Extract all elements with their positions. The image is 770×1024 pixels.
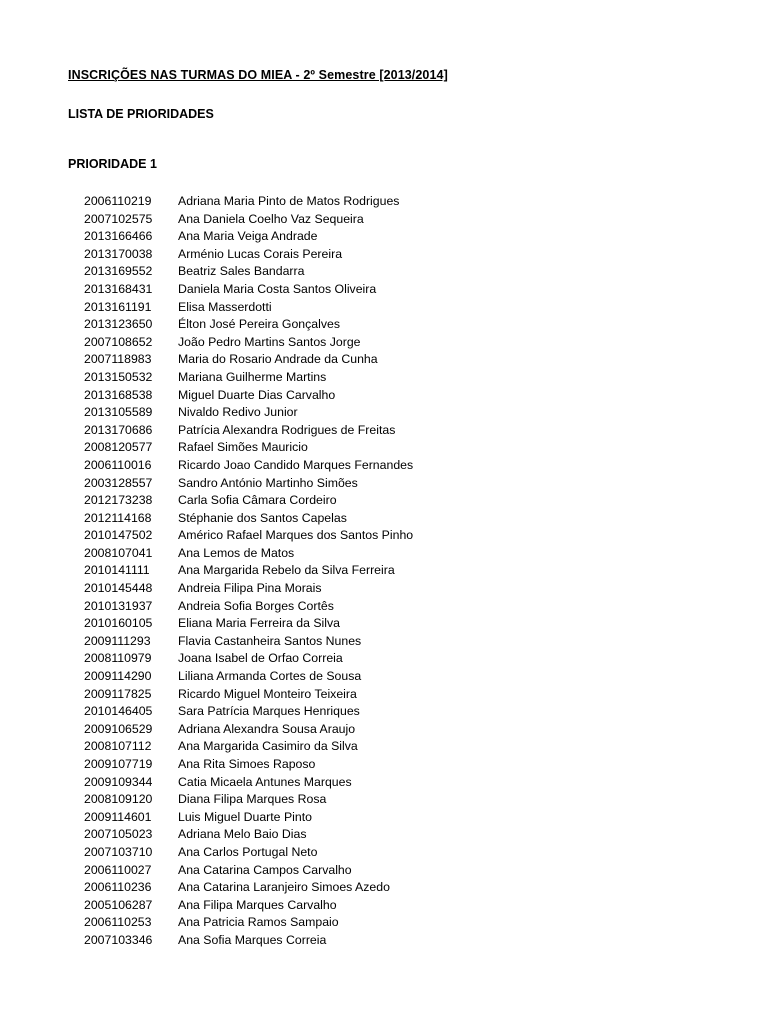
student-name: Nivaldo Redivo Junior (178, 405, 298, 420)
student-name: Ana Rita Simoes Raposo (178, 757, 316, 771)
student-name: Ana Patricia Ramos Sampaio (178, 915, 339, 930)
student-number: 2010147502 (84, 528, 153, 543)
student-number: 2013170038 (84, 246, 153, 261)
student-name: Ana Lemos de Matos (178, 545, 295, 560)
student-number: 2013123650 (84, 317, 153, 332)
table-row (0, 897, 770, 915)
student-name: João Pedro Martins Santos Jorge (178, 334, 361, 349)
table-row (0, 580, 770, 598)
student-name: Daniela Maria Costa Santos Oliveira (178, 281, 377, 296)
student-name: Mariana Guilherme Martins (178, 369, 327, 384)
student-number: 2007118983 (84, 352, 152, 367)
student-number: 2006110219 (84, 194, 152, 208)
student-name: Ana Margarida Rebelo da Silva Ferreira (178, 563, 395, 578)
student-number: 2013161191 (84, 299, 152, 314)
student-number: 2010141111 (84, 563, 150, 578)
table-row (0, 914, 770, 932)
table-row (0, 527, 770, 545)
student-name: Élton José Pereira Gonçalves (178, 317, 340, 332)
student-name: Maria do Rosario Andrade da Cunha (178, 352, 378, 367)
student-number: 2009114290 (84, 669, 152, 684)
student-name: Ana Catarina Campos Carvalho (178, 862, 352, 877)
student-number: 2009114601 (84, 809, 152, 824)
student-number: 2010160105 (84, 616, 153, 631)
table-row (0, 650, 770, 668)
table-row (0, 809, 770, 827)
table-row (0, 422, 770, 440)
student-name: Diana Filipa Marques Rosa (178, 792, 327, 807)
table-row (0, 932, 770, 950)
student-number: 2008107112 (84, 739, 152, 754)
table-row (0, 562, 770, 580)
student-number: 2006110253 (84, 915, 152, 930)
student-name: Sara Patrícia Marques Henriques (178, 704, 360, 719)
student-number: 2013150532 (84, 369, 153, 384)
student-name: Joana Isabel de Orfao Correia (178, 651, 343, 666)
table-row (0, 879, 770, 897)
student-number: 2012173238 (84, 493, 153, 508)
table-row (0, 686, 770, 704)
table-row (0, 862, 770, 880)
student-number: 2007103710 (84, 844, 153, 859)
table-row (0, 316, 770, 334)
document-title: INSCRIÇÕES NAS TURMAS DO MIEA - 2º Semestre [2013/2014] (68, 68, 448, 82)
student-number: 2007108652 (84, 334, 153, 349)
student-name: Miguel Duarte Dias Carvalho (178, 387, 336, 402)
student-number: 2013166466 (84, 229, 153, 244)
table-row (0, 246, 770, 264)
table-row (0, 615, 770, 633)
student-name: Liliana Armanda Cortes de Sousa (178, 669, 362, 684)
student-name: Beatriz Sales Bandarra (178, 264, 305, 279)
student-name: Adriana Alexandra Sousa Araujo (178, 721, 356, 736)
table-row (0, 826, 770, 844)
list-heading: LISTA DE PRIORIDADES (68, 107, 214, 121)
student-name: Patrícia Alexandra Rodrigues de Freitas (178, 422, 396, 437)
student-number: 2009107719 (84, 757, 153, 771)
table-row (0, 492, 770, 510)
student-name: Andreia Filipa Pina Morais (178, 581, 322, 596)
table-row (0, 193, 770, 211)
table-row (0, 774, 770, 792)
student-number: 2009106529 (84, 721, 153, 736)
student-number: 2013169552 (84, 264, 153, 279)
student-name: Andreia Sofia Borges Cortês (178, 598, 334, 613)
table-row (0, 721, 770, 739)
student-name: Luis Miguel Duarte Pinto (178, 809, 312, 824)
table-row (0, 439, 770, 457)
student-number: 2013105589 (84, 405, 153, 420)
student-name: Elisa Masserdotti (178, 299, 272, 314)
student-number: 2008107041 (84, 545, 153, 560)
student-name: Ana Catarina Laranjeiro Simoes Azedo (178, 880, 390, 895)
priority-heading: PRIORIDADE 1 (68, 157, 157, 171)
student-number: 2009117825 (84, 686, 152, 701)
table-row (0, 791, 770, 809)
student-name: Américo Rafael Marques dos Santos Pinho (178, 528, 414, 543)
table-row (0, 633, 770, 651)
student-number: 2006110236 (84, 880, 152, 895)
table-row (0, 668, 770, 686)
table-row (0, 351, 770, 369)
student-number: 2007103346 (84, 932, 153, 947)
table-row (0, 369, 770, 387)
student-number: 2010146405 (84, 704, 153, 719)
table-row (0, 844, 770, 862)
student-name: Catia Micaela Antunes Marques (178, 774, 352, 789)
student-name: Ana Carlos Portugal Neto (178, 844, 318, 859)
student-number: 2010131937 (84, 598, 153, 613)
student-number: 2006110016 (84, 457, 152, 472)
table-row (0, 703, 770, 721)
student-number: 2010145448 (84, 581, 153, 596)
student-number: 2008110979 (84, 651, 152, 666)
student-name: Rafael Simões Mauricio (178, 440, 308, 455)
student-number: 2013170686 (84, 422, 153, 437)
student-name: Ricardo Miguel Monteiro Teixeira (178, 686, 357, 701)
table-row (0, 263, 770, 281)
table-row (0, 598, 770, 616)
student-name: Flavia Castanheira Santos Nunes (178, 633, 362, 648)
student-name: Ricardo Joao Candido Marques Fernandes (178, 457, 414, 472)
student-name: Arménio Lucas Corais Pereira (178, 246, 343, 261)
student-name: Ana Daniela Coelho Vaz Sequeira (178, 211, 364, 226)
student-number: 2005106287 (84, 897, 153, 912)
table-row (0, 475, 770, 493)
student-name: Sandro António Martinho Simões (178, 475, 358, 490)
table-row (0, 228, 770, 246)
student-name: Adriana Maria Pinto de Matos Rodrigues (178, 194, 400, 208)
table-row (0, 756, 770, 774)
student-number: 2013168538 (84, 387, 153, 402)
table-row (0, 387, 770, 405)
table-row (0, 299, 770, 317)
student-name: Ana Sofia Marques Correia (178, 932, 327, 947)
table-row (0, 545, 770, 563)
student-name: Ana Margarida Casimiro da Silva (178, 739, 358, 754)
student-number: 2003128557 (84, 475, 153, 490)
student-name: Carla Sofia Câmara Cordeiro (178, 493, 337, 508)
table-row (0, 738, 770, 756)
student-number: 2007105023 (84, 827, 153, 842)
table-row (0, 334, 770, 352)
table-row (0, 510, 770, 528)
student-number: 2009111293 (84, 633, 151, 648)
table-row (0, 281, 770, 299)
student-name: Eliana Maria Ferreira da Silva (178, 616, 340, 631)
student-name: Adriana Melo Baio Dias (178, 827, 307, 842)
student-number: 2012114168 (84, 510, 152, 525)
table-row (0, 457, 770, 475)
student-number: 2008109120 (84, 792, 153, 807)
student-number: 2007102575 (84, 211, 153, 226)
student-list (0, 193, 770, 950)
student-name: Ana Filipa Marques Carvalho (178, 897, 337, 912)
student-name: Ana Maria Veiga Andrade (178, 229, 318, 244)
table-row (0, 404, 770, 422)
student-number: 2013168431 (84, 281, 153, 296)
student-number: 2008120577 (84, 440, 153, 455)
table-row (0, 211, 770, 229)
student-name: Stéphanie dos Santos Capelas (178, 510, 347, 525)
student-number: 2009109344 (84, 774, 153, 789)
student-number: 2006110027 (84, 862, 152, 877)
